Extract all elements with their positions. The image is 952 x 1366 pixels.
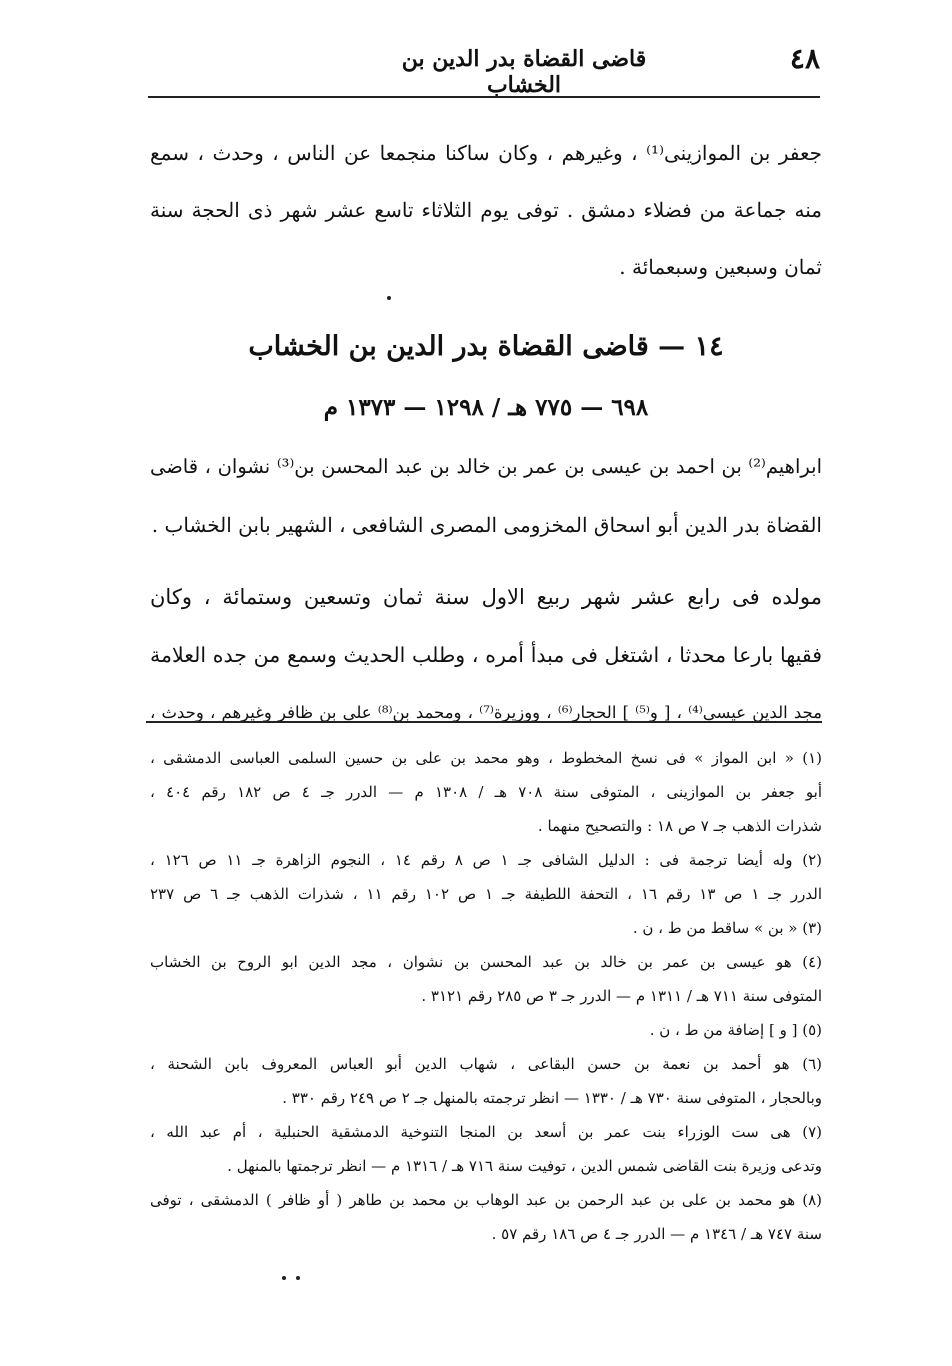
footnote-line: أبو جعفر بن الموازينى ، المتوفى سنة ٧٠٨ هـ / ١٣٠٨ م — الدرر جـ ٤ ص ١٨٢ رقم ٤٠٤ ،	[150, 783, 823, 801]
running-title: قاضى القضاة بدر الدين بن الخشاب	[401, 46, 647, 98]
footnote-line: (٦) هو أحمد بن نعمة بن حسن البقاعى ، شهاب الدين أبو العباس المعروف بابن الشحنة ،	[150, 1055, 822, 1073]
footnote-line: الدرر جـ ١ ص ١٣ رقم ١٦ ، التحفة اللطيفة جـ ١ ص ١٠٢ رقم ١١ ، شذرات الذهب جـ ٦ ص ٢٣٧	[150, 885, 823, 903]
text-line: جعفر بن الموازينى⁽¹⁾ ، وغيرهم ، وكان ساكنا منجمعا عن الناس ، وحدث ، سمع	[150, 141, 822, 165]
footnote-line: (٢) وله أيضا ترجمة فى : الدليل الشافى جـ ١ ص ٨ رقم ١٤ ، النجوم الزاهرة جـ ١١ ص ١٢٦ ،	[150, 851, 823, 869]
entry-heading: ١٤ — قاضى القضاة بدر الدين بن الخشاب	[248, 331, 724, 362]
running-head	[148, 40, 820, 98]
text-line: ابراهيم⁽²⁾ بن احمد بن عيسى بن عمر بن خالد بن عبد المحسن بن⁽³⁾ نشوان ، قاضى	[150, 455, 822, 478]
ink-dot	[296, 1276, 300, 1280]
footnote-line: (٨) هو محمد بن على بن عبد الرحمن بن عبد الوهاب بن محمد بن طاهر ( أو ظافر ) الدمشقى ، توفى	[150, 1191, 822, 1209]
footnotes	[150, 741, 822, 1251]
previous-entry-text	[150, 125, 822, 296]
text-line: ثمان وسبعين وسبعمائة .	[619, 255, 822, 279]
text-line: القضاة بدر الدين أبو اسحاق المخزومى المصرى الشافعى ، الشهير بابن الخشاب .	[151, 513, 822, 537]
footnote-line: وبالحجار ، المتوفى سنة ٧٣٠ هـ / ١٣٣٠ — انظر ترجمته بالمنهل جـ ٢ ص ٢٤٩ رقم ٣٣٠ .	[282, 1089, 822, 1107]
footnote-line: (٧) هى ست الوزراء بنت عمر بن أسعد بن المنجا التنوخية الدمشقية الحنبلية ، أم عبد الله ،	[150, 1123, 822, 1141]
ink-dot	[282, 1276, 286, 1280]
header-rule	[148, 96, 820, 98]
text-line: مجد الدين عيسى⁽⁴⁾ ، [ و⁽⁵⁾ ] الحجار⁽⁶⁾ ، ووزيرة⁽⁷⁾ ، ومحمد بن⁽⁸⁾ على بن ظافر وغيرهم ، وحدث ،	[150, 703, 822, 722]
footnote-line: شذرات الذهب جـ ٧ ص ١٨ : والتصحيح منهما .	[537, 817, 822, 835]
footnote-line: (٥) [ و ] إضافة من ط ، ن .	[649, 1021, 822, 1039]
footnote-rule	[146, 721, 822, 723]
entry-dates: ٦٩٨ — ٧٧٥ هـ / ١٢٩٨ — ١٣٧٣ م	[323, 394, 649, 421]
page-number: ٤٨	[789, 42, 820, 75]
ink-dot	[387, 296, 391, 300]
footnote-line: سنة ٧٤٧ هـ / ١٣٤٦ م — الدرر جـ ٤ ص ١٨٦ رقم ٥٧ .	[491, 1225, 822, 1243]
footnote-line: (٣) « بن » ساقط من ط ، ن .	[632, 919, 822, 937]
entry-biography	[150, 438, 822, 742]
footnote-line: (١) « ابن المواز » فى نسخ المخطوط ، وهو محمد بن على بن حسين السلمى العباسى الدمشقى ،	[150, 749, 822, 767]
text-line: مولده فى رابع عشر شهر ربيع الاول سنة ثمان وتسعين وستمائة ، وكان	[150, 585, 822, 609]
text-line: منه جماعة من فضلاء دمشق . توفى يوم الثلاثاء تاسع عشر شهر ذى الحجة سنة	[150, 198, 822, 222]
text-line: فقيها بارعا محدثا ، اشتغل فى مبدأ أمره ، وطلب الحديث وسمع من جده العلامة	[150, 643, 822, 667]
paragraph-gap	[150, 554, 822, 568]
footnote-line: المتوفى سنة ٧١١ هـ / ١٣١١ م — الدرر جـ ٣ ص ٢٨٥ رقم ٣١٢١ .	[421, 987, 822, 1005]
footnote-line: (٤) هو عيسى بن عمر بن خالد بن عبد المحسن بن نشوان ، مجد الدين ابو الروح بن الخشاب	[150, 953, 822, 971]
footnote-line: وتدعى وزيرة بنت القاضى شمس الدين ، توفيت سنة ٧١٦ هـ / ١٣١٦ م — انظر ترجمتها بالمنهل .	[227, 1157, 822, 1175]
